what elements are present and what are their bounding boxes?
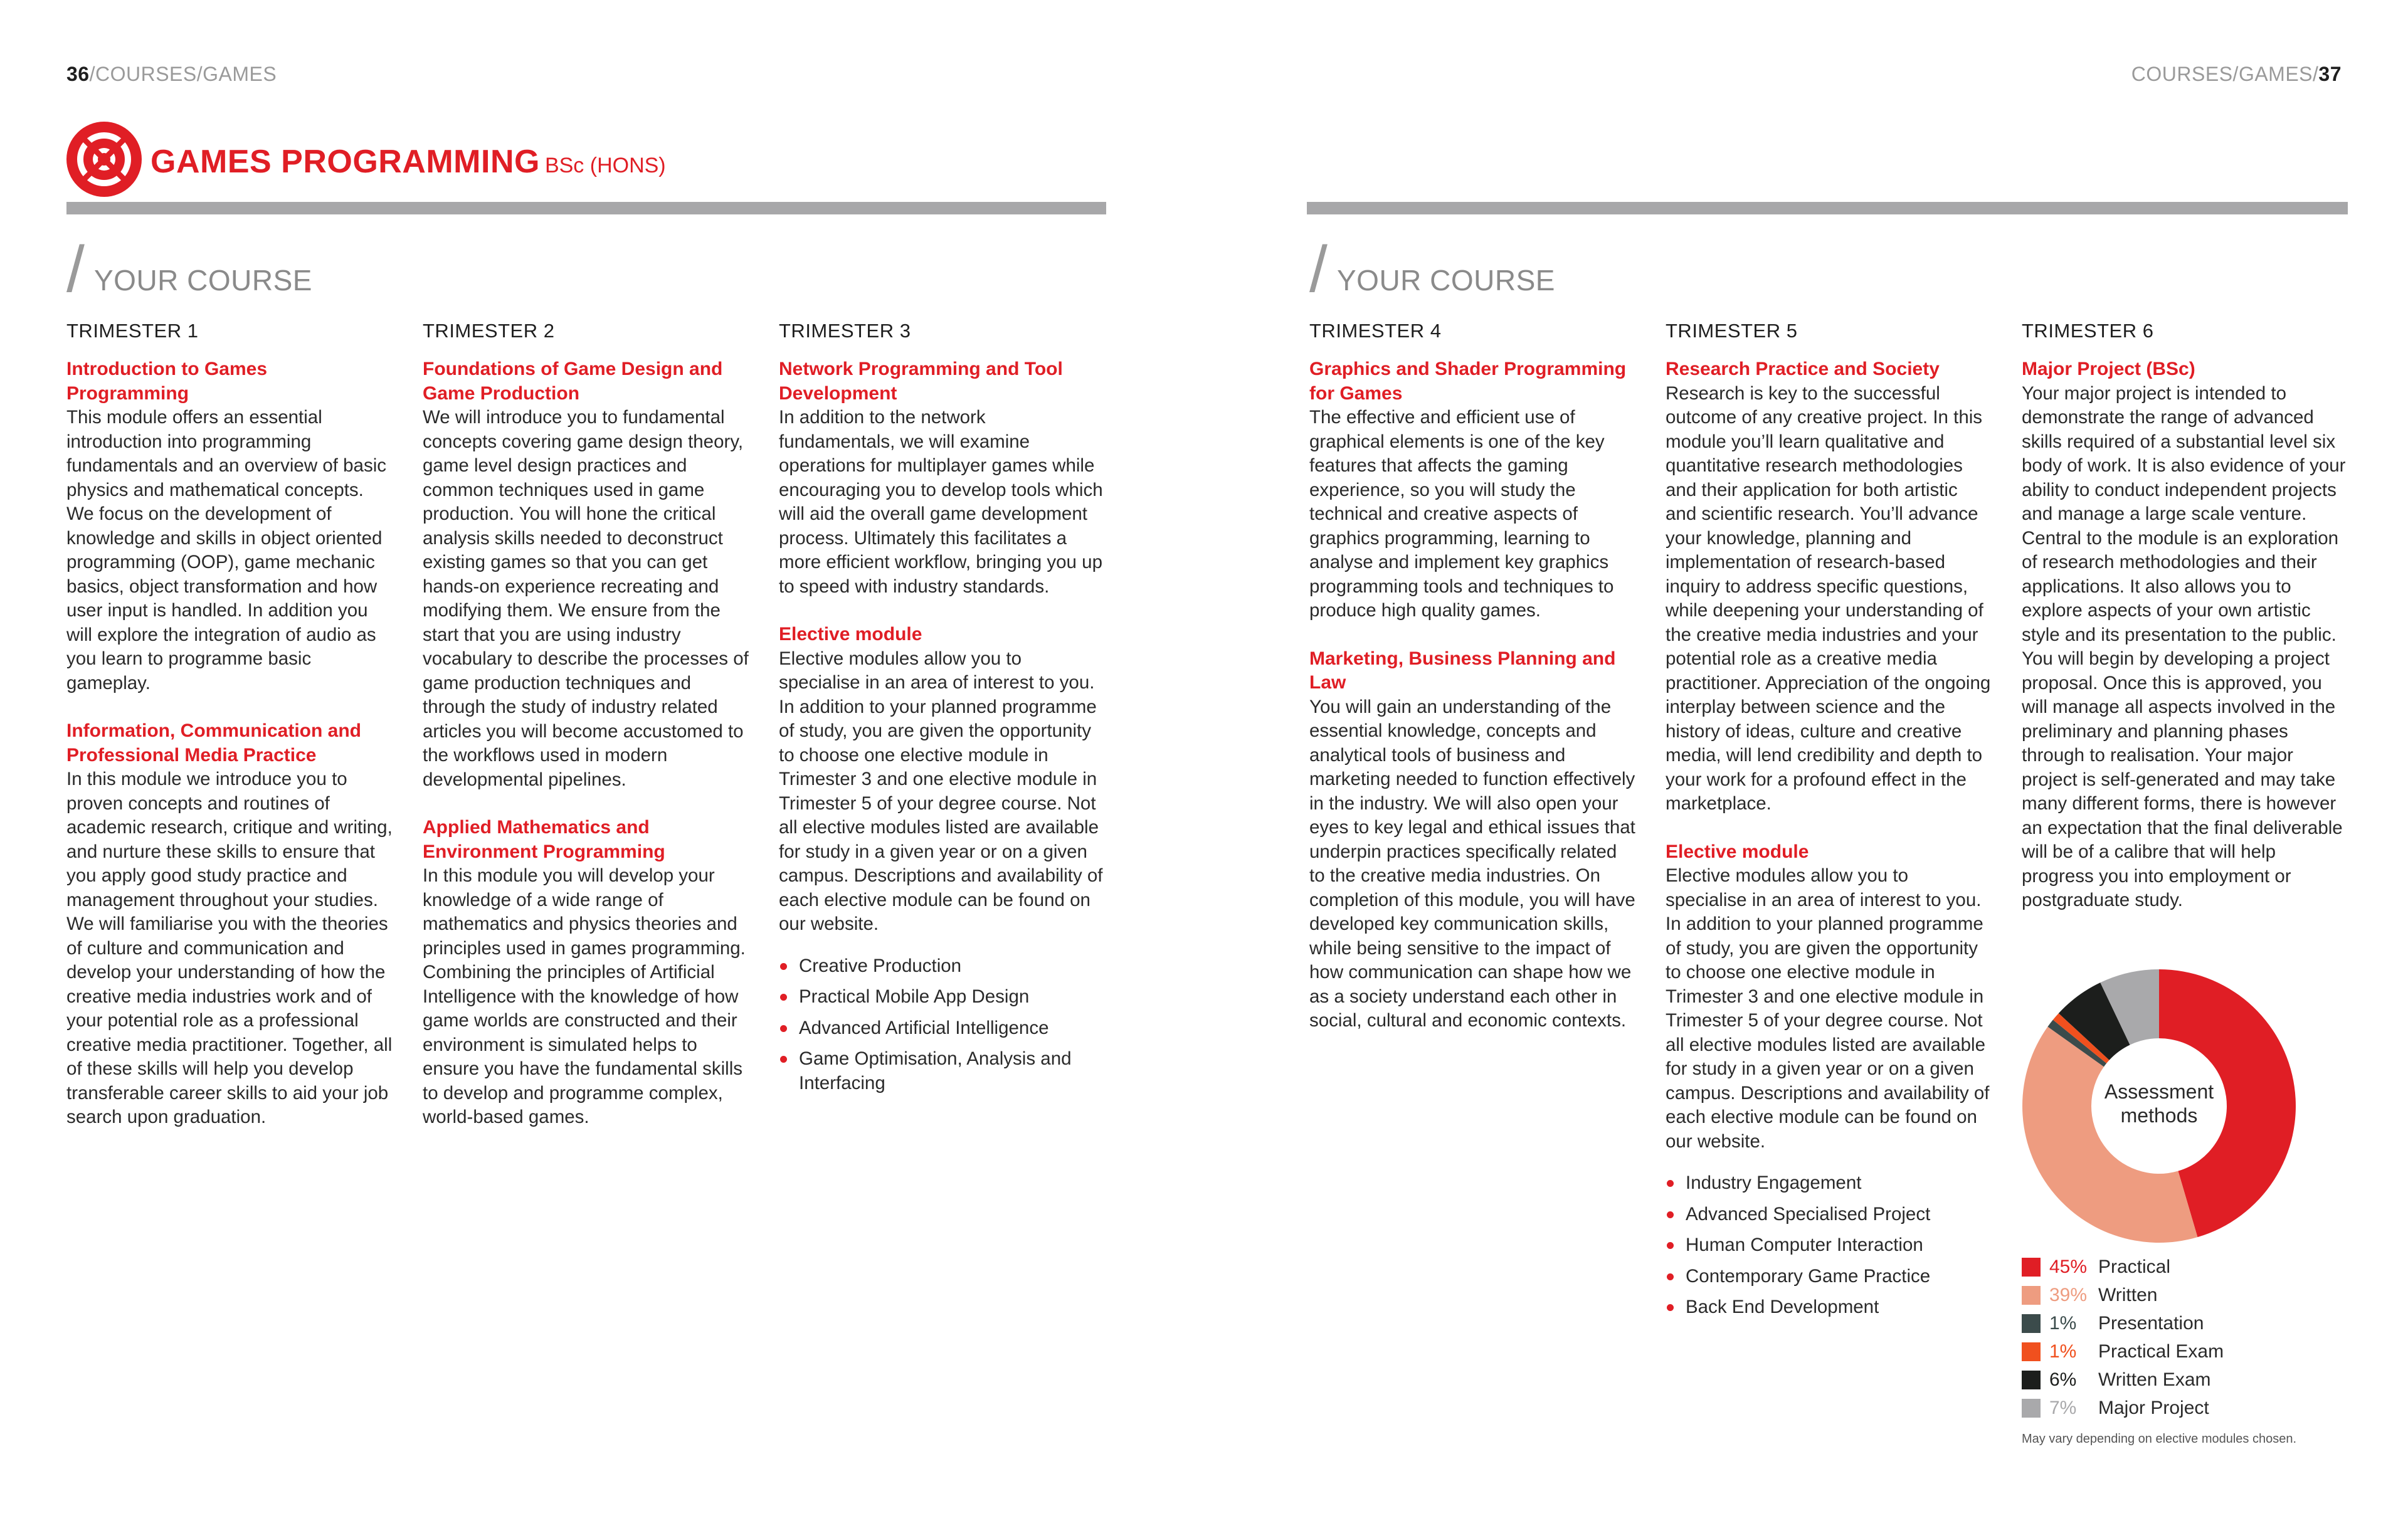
legend-percent: 39% [2049, 1284, 2088, 1305]
legend-entry [2022, 1309, 2224, 1337]
elective-list [1666, 1171, 1992, 1320]
list-item: Industry Engagement [1666, 1171, 1992, 1196]
module-title: Network Programming and Tool Development [779, 359, 1063, 404]
module-description: In this module you will develop your knowledge of a wide range of mathematics and physics theories and principles used in games programming. Combining the principles of Artificial Intelligence with the knowledge of how game worlds are constructed and their environment is simulated helps to ensure you have the fundamental skills to develop and programme complex, world-based games. [423, 865, 746, 1127]
legend-entry [2022, 1337, 2224, 1366]
chart-center-label-line-1: Assessment [2104, 1080, 2214, 1103]
legend-swatch [2022, 1342, 2041, 1361]
legend-label: Major Project [2098, 1397, 2209, 1418]
chart-center-label-line-2: methods [2120, 1104, 2198, 1127]
chart-footnote: May vary depending on elective modules chosen. [2022, 1432, 2297, 1446]
list-item: Back End Development [1666, 1295, 1992, 1320]
module-title: Research Practice and Society [1666, 359, 1940, 379]
trimester-1-column [66, 319, 393, 1154]
trimester-heading: TRIMESTER 2 [423, 320, 555, 342]
module-title: Major Project (BSc) [2022, 359, 2195, 379]
module-description: Research is key to the successful outcome of any creative project. In this module you’ll learn qualitative and quantitative research methodologies and their application for both artistic and scientific research. You’ll advance your knowledge, planning and implementation of research-based inquiry to address specific questions, while deepening your understanding of the creative media industries and your potential role as a creative media practitioner. Appreciation of the ongoing interplay between science and the history of ideas, culture and creative media, will lend credibility and depth to your work for a profound effect in the marketplace. [1666, 382, 1991, 814]
legend-label: Written [2098, 1284, 2158, 1305]
course-title [150, 143, 666, 181]
list-item: Game Optimisation, Analysis and Interfacing [779, 1047, 1105, 1095]
header-rule-right [1307, 202, 2348, 214]
legend-entry [2022, 1281, 2224, 1309]
legend-swatch [2022, 1258, 2041, 1277]
trimester-heading: TRIMESTER 3 [779, 320, 911, 342]
course-title-main: GAMES PROGRAMMING [150, 144, 540, 180]
chart-legend [2022, 1253, 2224, 1422]
games-logo-icon [66, 122, 142, 197]
assessment-donut-chart [2017, 968, 2343, 1244]
legend-swatch [2022, 1314, 2041, 1333]
section-label: YOUR COURSE [1337, 264, 1555, 297]
module-title: Graphics and Shader Programming for Games [1309, 359, 1627, 404]
module-description: Elective modules allow you to specialise in an area of interest to you. In addition to your planned programme of study, you are given the opportunity to choose one elective module in Trimester 3 and one elective module in Trimester 5 of your degree course. Not all elective modules listed are available for study in a given year or on a given campus. Descriptions and availability of each elective module can be found on our website. [1666, 865, 1990, 1152]
legend-label: Presentation [2098, 1312, 2204, 1334]
module-description: This module offers an essential introduction into programming fundamentals and an overview of basic physics and mathematical concepts. We focus on the development of knowledge and skills in object oriented programming (OOP), game mechanic basics, object transformation and how user input is handled. In addition you will explore the integration of audio as you learn to programme basic gameplay. [66, 407, 386, 693]
trimester-3-column [779, 319, 1105, 1102]
elective-list [779, 954, 1105, 1096]
module-title: Marketing, Business Planning and Law [1309, 648, 1616, 693]
legend-percent: 45% [2049, 1256, 2088, 1277]
module-description: Elective modules allow you to specialise in an area of interest to you. In addition to your planned programme of study, you are given the opportunity to choose one elective module in Trimester 3 and one elective module in Trimester 5 of your degree course. Not all elective modules listed are available for study in a given year or on a given campus. Descriptions and availability of each elective module can be found on our website. [779, 648, 1103, 934]
section-slash: / [1309, 233, 1328, 306]
module-description: In this module we introduce you to proven concepts and routines of academic research, critique and writing, and nurture these skills to ensure that you apply good study practice and management throughout your studies. We will familiarise you with the theories of culture and communication and develop your understanding of how the creative media industries work and of your potential role as a professional creative media practitioner. Together, all of these skills will help you develop transferable career skills to aid your job search upon graduation. [66, 769, 393, 1127]
header-rule-left [66, 202, 1106, 214]
list-item: Advanced Specialised Project [1666, 1203, 1992, 1227]
page-folio-left [66, 63, 277, 86]
list-item: Contemporary Game Practice [1666, 1265, 1992, 1289]
trimester-6-column [2022, 319, 2348, 937]
module-title: Elective module [1666, 841, 1809, 862]
list-item: Creative Production [779, 954, 1105, 979]
legend-entry [2022, 1394, 2224, 1422]
trimester-5-column [1666, 319, 1992, 1327]
trimester-heading: TRIMESTER 5 [1666, 320, 1798, 342]
legend-label: Written Exam [2098, 1369, 2211, 1390]
trimester-heading: TRIMESTER 6 [2022, 320, 2154, 342]
module-title: Elective module [779, 624, 922, 645]
trimester-heading: TRIMESTER 4 [1309, 320, 1442, 342]
folio-path-right: COURSES/GAMES/ [2131, 63, 2319, 85]
legend-entry [2022, 1366, 2224, 1394]
section-slash: / [66, 233, 85, 306]
folio-path-left: /COURSES/GAMES [89, 63, 277, 85]
list-item: Advanced Artificial Intelligence [779, 1016, 1105, 1041]
module-title: Introduction to Games Programming [66, 359, 268, 404]
course-title-suffix: BSc (HONS) [544, 154, 666, 177]
legend-entry [2022, 1253, 2224, 1281]
trimester-heading: TRIMESTER 1 [66, 320, 199, 342]
list-item: Practical Mobile App Design [779, 985, 1105, 1009]
legend-label: Practical Exam [2098, 1340, 2224, 1362]
module-description: We will introduce you to fundamental concepts covering game design theory, game level design practices and common techniques used in game production. You will hone the critical analysis skills needed to deconstruct existing games so that you can get hands-on experience recreating and modifying them. We ensure from the start that you are using industry vocabulary to describe the processes of game production techniques and through the study of industry related articles you will become accustomed to the workflows used in modern developmental pipelines. [423, 407, 749, 790]
module-title: Applied Mathematics and Environment Programming [423, 817, 665, 862]
module-description: You will gain an understanding of the essential knowledge, concepts and analytical tools of business and marketing needed to function effectively in the industry. We will also open your eyes to key legal and ethical issues that underpin practices specifically related to the creative media industries. On completion of this module, you will have developed key communication skills, while being sensitive to the impact of how communication can shape how we as a society understand each other in social, cultural and economic contexts. [1309, 696, 1635, 1031]
legend-percent: 1% [2049, 1312, 2077, 1334]
module-description: Your major project is intended to demonstrate the range of advanced skills required of a substantial level six body of work. It is also evidence of your ability to conduct independent projects and manage a large scale venture. Central to the module is an exploration of research methodologies and their applications. It also allows you to explore aspects of your own artistic style and its presentation to the public. You will begin by developing a project proposal. Once this is approved, you will manage all aspects involved in the preliminary and planning phases through to realisation. Your major project is self-generated and may take many different forms, there is however an expectation that the final deliverable will be of a calibre that will help progress you into employment or postgraduate study. [2022, 382, 2346, 910]
legend-percent: 7% [2049, 1397, 2077, 1418]
module-description: In addition to the network fundamentals, we will examine operations for multiplayer games while encouraging you to develop tools which will aid the overall game development process. Ultimately this facilitates a more efficient workflow, bringing you up to speed with industry standards. [779, 407, 1103, 597]
legend-swatch [2022, 1399, 2041, 1418]
legend-percent: 1% [2049, 1340, 2077, 1362]
legend-percent: 6% [2049, 1369, 2077, 1390]
trimester-2-column [423, 319, 749, 1154]
section-label: YOUR COURSE [94, 264, 312, 297]
legend-label: Practical [2098, 1256, 2171, 1277]
list-item: Human Computer Interaction [1666, 1233, 1992, 1258]
trimester-4-column [1309, 319, 1635, 1057]
module-title: Information, Communication and Professional Media Practice [66, 720, 361, 766]
page-number-right: 37 [2318, 63, 2342, 85]
legend-swatch [2022, 1371, 2041, 1389]
module-description: The effective and efficient use of graphical elements is one of the key features that affects the gaming experience, so you will study the technical and creative aspects of graphics programming, learning to analyse and implement key graphics programming tools and techniques to produce high quality games. [1309, 407, 1614, 621]
legend-swatch [2022, 1286, 2041, 1305]
page-number-left: 36 [66, 63, 90, 85]
module-title: Foundations of Game Design and Game Production [423, 359, 723, 404]
page-folio-right [2131, 63, 2342, 86]
